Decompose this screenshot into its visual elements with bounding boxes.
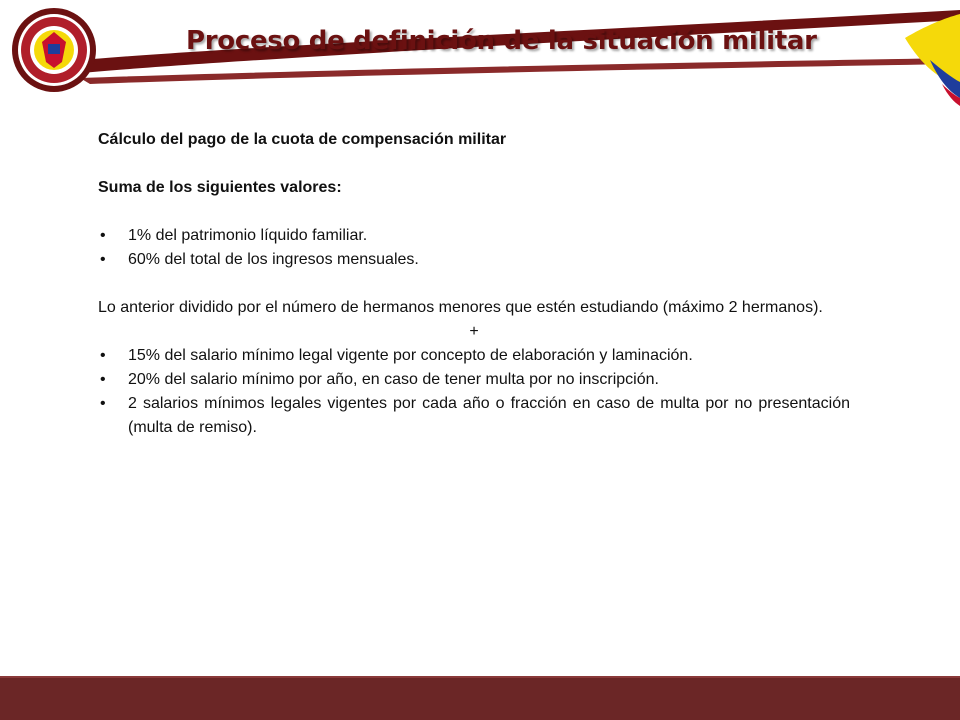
list-item-text: 15% del salario mínimo legal vigente por concepto de elaboración y laminación. <box>128 347 693 364</box>
army-emblem-icon <box>12 8 96 92</box>
page-title: Proceso de definición de la situación militar <box>186 26 817 56</box>
bullet-icon: • <box>100 227 106 244</box>
content-body <box>98 128 850 440</box>
bullet-icon: • <box>100 347 106 364</box>
additional-values-list <box>98 344 850 440</box>
header <box>0 0 960 110</box>
bullet-icon: • <box>100 371 106 388</box>
list-item-text: 1% del patrimonio líquido familiar. <box>128 227 368 244</box>
list-item <box>98 248 850 272</box>
list-item <box>98 392 850 440</box>
values-list <box>98 224 850 272</box>
list-item-text: 20% del salario mínimo por año, en caso de tener multa por no inscripción. <box>128 371 659 388</box>
footer-bar <box>0 676 960 720</box>
footer-edge <box>0 676 960 678</box>
list-item <box>98 224 850 248</box>
section-heading-calculation: Cálculo del pago de la cuota de compensación militar <box>98 131 507 148</box>
division-paragraph: Lo anterior dividido por el número de hermanos menores que estén estudiando (máximo 2 hermanos). <box>98 299 823 316</box>
plus-sign: + <box>469 323 479 340</box>
bullet-icon: • <box>100 251 106 268</box>
list-item <box>98 368 850 392</box>
list-item-text: 2 salarios mínimos legales vigentes por cada año o fracción en caso de multa por no presentación (multa de remiso). <box>128 395 850 436</box>
flag-yellow <box>905 14 960 86</box>
list-item-text: 60% del total de los ingresos mensuales. <box>128 251 419 268</box>
section-heading-sum: Suma de los siguientes valores: <box>98 179 342 196</box>
bullet-icon: • <box>100 395 106 412</box>
list-item <box>98 344 850 368</box>
